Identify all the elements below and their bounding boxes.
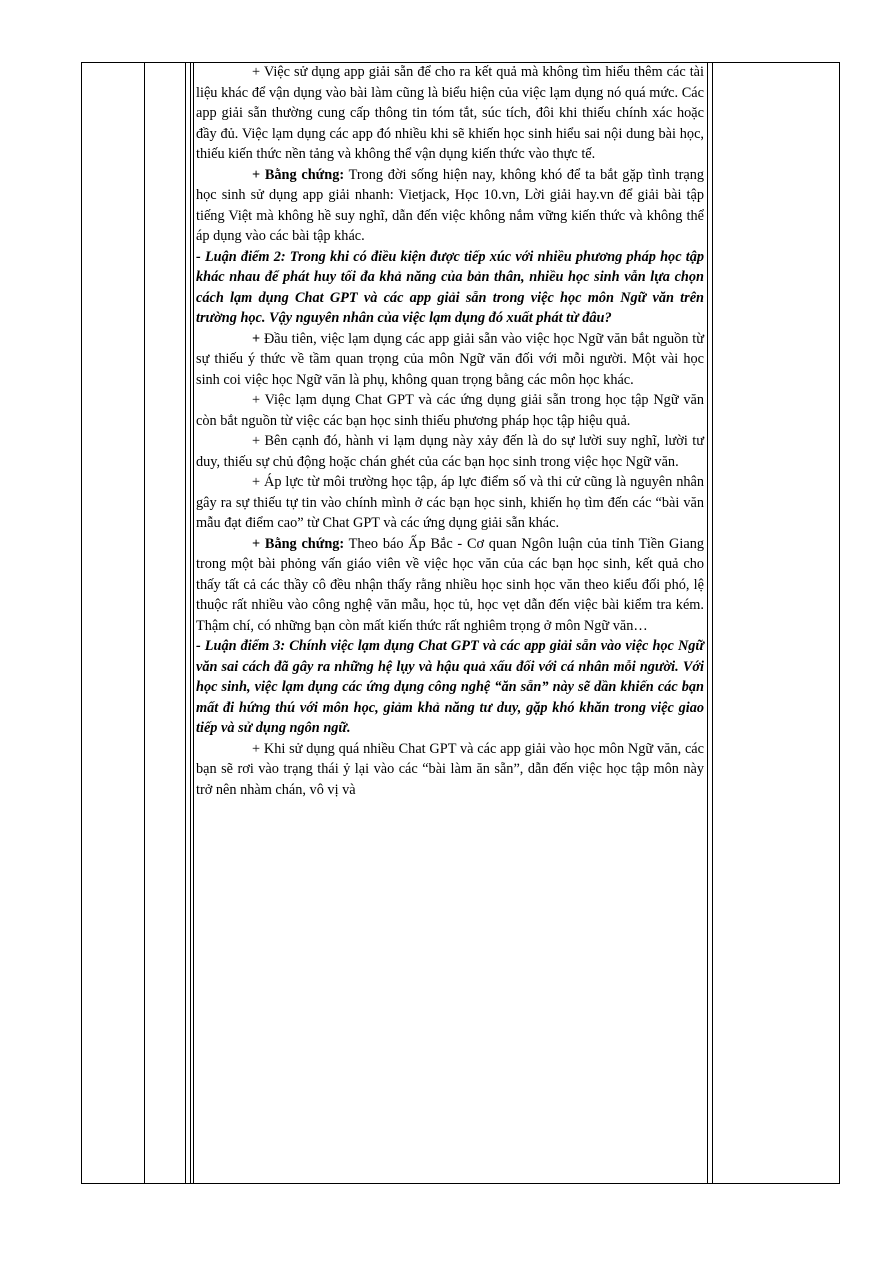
argument-heading: - Luận điểm 3: Chính việc lạm dụng Chat GPT và các app giải sẵn vào việc học Ngữ văn sai cách đã gây ra những hệ lụy và hậu quả xấu đối với cá nhân mỗi người. Với học sinh, việc lạm dụng các ứng dụng công nghệ “ăn sẵn” này sẽ dần khiến các bạn mất đi hứng thú với môn học, giảm khả năng tư duy, gặp khó khăn trong việc giao tiếp và sử dụng ngôn ngữ. — [196, 638, 704, 736]
paragraph: + Đầu tiên, việc lạm dụng các app giải sẵn vào việc học Ngữ văn bắt nguồn từ sự thiếu ý thức về tầm quan trọng của môn Ngữ văn đối với mỗi người. Một vài học sinh coi việc học Ngữ văn là phụ, không quan trọng bằng các môn học khác. — [196, 330, 704, 388]
paragraph: + Việc sử dụng app giải sẵn để cho ra kết quả mà không tìm hiểu thêm các tài liệu khác để vận dụng vào bài làm cũng là biểu hiện của việc lạm dụng nó quá mức. Các app giải sẵn thường cung cấp thông tin tóm tắt, súc tích, đôi khi thiếu chính xác hoặc đầy đủ. Việc lạm dụng các app đó nhiều khi sẽ khiến học sinh hiểu sai nội dung bài học, thiếu kiến thức nền tảng và không thể vận dụng kiến thức vào thực tế. — [196, 64, 704, 162]
paragraph: + Bằng chứng: Theo báo Ấp Bắc - Cơ quan Ngôn luận của tỉnh Tiền Giang trong một bài phỏng vấn giáo viên về việc học văn của các bạn học sinh, kết quả cho thấy tất cả các thầy cô đều nhận thấy rằng nhiều học sinh học văn theo kiểu đối phó, lệ thuộc rất nhiều vào công nghệ văn mẫu, học tủ, học vẹt dẫn đến việc bài kiểm tra kém. Thậm chí, có những bạn còn mất kiến thức rất nghiêm trọng ở môn Ngữ văn… — [196, 535, 704, 634]
paragraph: + Bên cạnh đó, hành vi lạm dụng này xảy đến là do sự lười suy nghĩ, lười tư duy, thiếu sự chủ động hoặc chán ghét của các bạn học sinh trong việc học Ngữ văn. — [196, 433, 704, 470]
argument-heading: - Luận điểm 2: Trong khi có điều kiện được tiếp xúc với nhiều phương pháp học tập khác nhau để phát huy tối đa khả năng của bản thân, nhiều học sinh vẫn lựa chọn cách lạm dụng Chat GPT và các app giải sẵn trong việc học môn Ngữ văn trên trường học. Vậy nguyên nhân của việc lạm dụng đó xuất phát từ đâu? — [196, 248, 704, 326]
table-left-border — [81, 62, 82, 1184]
paragraph: + Khi sử dụng quá nhiều Chat GPT và các app giải vào học môn Ngữ văn, các bạn sẽ rơi vào trạng thái ỷ lại vào các “bài làm ăn sẵn”, dẫn đến việc học tập môn này trở nên nhàm chán, vô vị và — [196, 740, 704, 798]
paragraph: + Việc lạm dụng Chat GPT và các ứng dụng giải sẵn trong học tập Ngữ văn còn bắt nguồn từ việc các bạn học sinh thiếu phương pháp học tập hiệu quả. — [196, 392, 704, 429]
column-divider — [185, 62, 186, 1184]
column-divider — [144, 62, 145, 1184]
paragraph: + Bằng chứng: Trong đời sống hiện nay, không khó để ta bắt gặp tình trạng học sinh sử dụng app giải nhanh: Vietjack, Học 10.vn, Lời giải hay.vn để giải bài tập tiếng Việt mà không hề suy nghĩ, dẫn đến việc không nắm vững kiến thức và không thể áp dụng vào các bài tập khác. — [196, 166, 704, 244]
table-right-border — [839, 62, 840, 1184]
paragraph: + Áp lực từ môi trường học tập, áp lực điểm số và thi cử cũng là nguyên nhân gây ra sự thiếu tự tin vào chính mình ở các bạn học sinh, khiến họ tìm đến các “bài văn mẫu đạt điểm cao” từ Chat GPT và các ứng dụng giải sẵn khác. — [196, 474, 704, 531]
column-divider — [707, 62, 708, 1184]
column-divider — [190, 62, 191, 1184]
content-cell — [194, 62, 706, 1184]
column-divider — [712, 62, 713, 1184]
